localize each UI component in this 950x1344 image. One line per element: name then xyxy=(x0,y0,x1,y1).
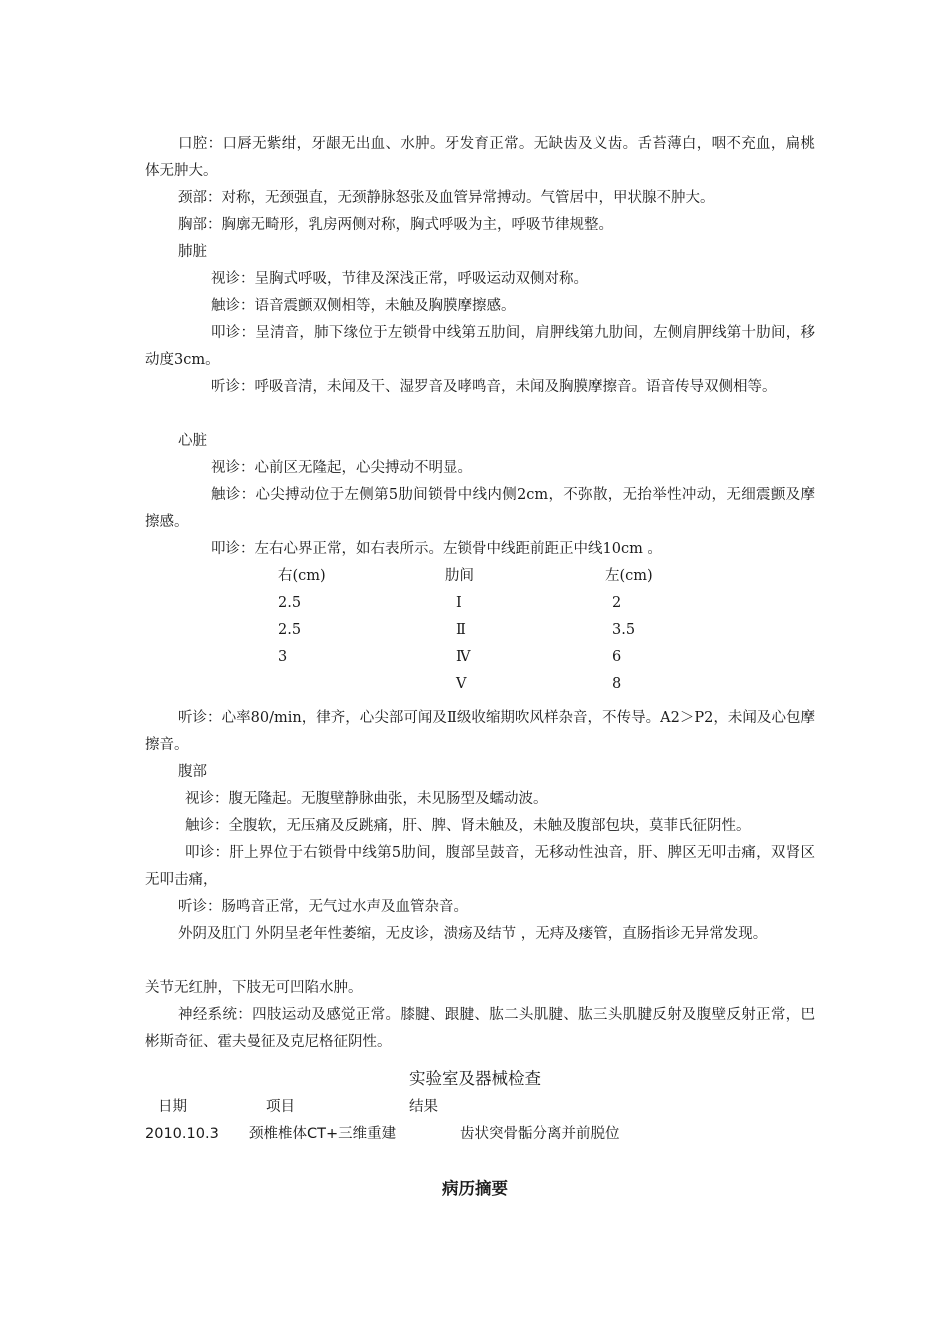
heart-percussion: 叩诊：左右心界正常，如右表所示。左锁骨中线距前距正中线10cm 。 xyxy=(211,541,662,557)
abdomen-inspection: 视诊：腹无隆起。无腹壁静脉曲张，未见肠型及蠕动波。 xyxy=(185,791,548,807)
exam-neuro: 神经系统：四肢运动及感觉正常。膝腱、跟腱、肱二头肌腱、肱三头肌腱反射及腹壁反射正常，巴彬斯奇征、霍夫曼征及克尼格征阴性。 xyxy=(145,1007,815,1050)
lab-header-result: 结果 xyxy=(409,1099,438,1115)
lab-row-result: 齿状突骨骺分离并前脱位 xyxy=(460,1126,620,1142)
abdomen-percussion: 叩诊：肝上界位于右锁骨中线第5肋间，腹部呈鼓音，无移动性浊音，肝、脾区无叩击痛，双肾区无叩击痛， xyxy=(145,845,815,888)
table-cell: Ⅴ xyxy=(456,676,467,692)
exam-neck: 颈部：对称，无颈强直，无颈静脉怒张及血管异常搏动。气管居中，甲状腺不肿大。 xyxy=(178,190,715,206)
table-cell: 2.5 xyxy=(278,622,302,638)
table-cell: 8 xyxy=(612,676,622,692)
table-cell: 3.5 xyxy=(612,622,636,638)
heart-inspection: 视诊：心前区无隆起，心尖搏动不明显。 xyxy=(211,460,472,476)
heart-heading: 心脏 xyxy=(178,433,207,449)
table-header-left: 左(cm) xyxy=(605,568,653,584)
lung-inspection: 视诊：呈胸式呼吸，节律及深浅正常，呼吸运动双侧对称。 xyxy=(211,271,588,287)
table-cell: 6 xyxy=(612,649,622,665)
lung-auscultation: 听诊：呼吸音清，未闻及干、湿罗音及哮鸣音，未闻及胸膜摩擦音。语音传导双侧相等。 xyxy=(211,379,777,395)
lab-header-date: 日期 xyxy=(158,1099,187,1115)
table-header-intercostal: 肋间 xyxy=(445,568,474,584)
table-cell: Ⅰ xyxy=(456,595,462,611)
table-cell: 2 xyxy=(612,595,622,611)
abdomen-heading: 腹部 xyxy=(178,764,207,780)
exam-chest: 胸部：胸廓无畸形，乳房两侧对称，胸式呼吸为主，呼吸节律规整。 xyxy=(178,217,613,233)
exam-genital-anal: 外阴及肛门 外阴呈老年性萎缩，无皮诊，溃疡及结节 ，无痔及瘘管，直肠指诊无异常发现。 xyxy=(178,926,768,942)
table-cell: Ⅳ xyxy=(456,649,471,665)
table-header-right: 右(cm) xyxy=(278,568,326,584)
table-cell: Ⅱ xyxy=(456,622,466,638)
lung-palpation: 触诊：语音震颤双侧相等，未触及胸膜摩擦感。 xyxy=(211,298,516,314)
lab-header-item: 项目 xyxy=(266,1099,295,1115)
lab-row-date: 2010.10.3 xyxy=(145,1126,219,1142)
exam-joints: 关节无红肿，下肢无可凹陷水肿。 xyxy=(145,980,363,996)
summary-title: 病历摘要 xyxy=(442,1179,508,1198)
table-cell: 2.5 xyxy=(278,595,302,611)
exam-mouth: 口腔：口唇无紫绀，牙龈无出血、水肿。牙发育正常。无缺齿及义齿。舌苔薄白，咽不充血，扁桃体无肿大。 xyxy=(145,136,815,179)
abdomen-auscultation: 听诊：肠鸣音正常，无气过水声及血管杂音。 xyxy=(178,899,468,915)
lung-percussion: 叩诊：呈清音，肺下缘位于左锁骨中线第五肋间，肩胛线第九肋间，左侧肩胛线第十肋间，移动度3cm。 xyxy=(145,325,815,368)
lung-heading: 肺脏 xyxy=(178,244,207,260)
heart-palpation: 触诊：心尖搏动位于左侧第5肋间锁骨中线内侧2cm，不弥散，无抬举性冲动，无细震颤及摩擦感。 xyxy=(145,487,815,530)
heart-auscultation: 听诊：心率80/min，律齐，心尖部可闻及Ⅱ级收缩期吹风样杂音，不传导。A2＞P2，未闻及心包摩擦音。 xyxy=(145,710,815,753)
lab-row-item: 颈椎椎体CT+三维重建 xyxy=(249,1126,397,1142)
table-cell: 3 xyxy=(278,649,288,665)
lab-section-title: 实验室及器械检查 xyxy=(409,1069,541,1088)
abdomen-palpation: 触诊：全腹软，无压痛及反跳痛，肝、脾、肾未触及，未触及腹部包块，莫菲氏征阴性。 xyxy=(185,818,751,834)
